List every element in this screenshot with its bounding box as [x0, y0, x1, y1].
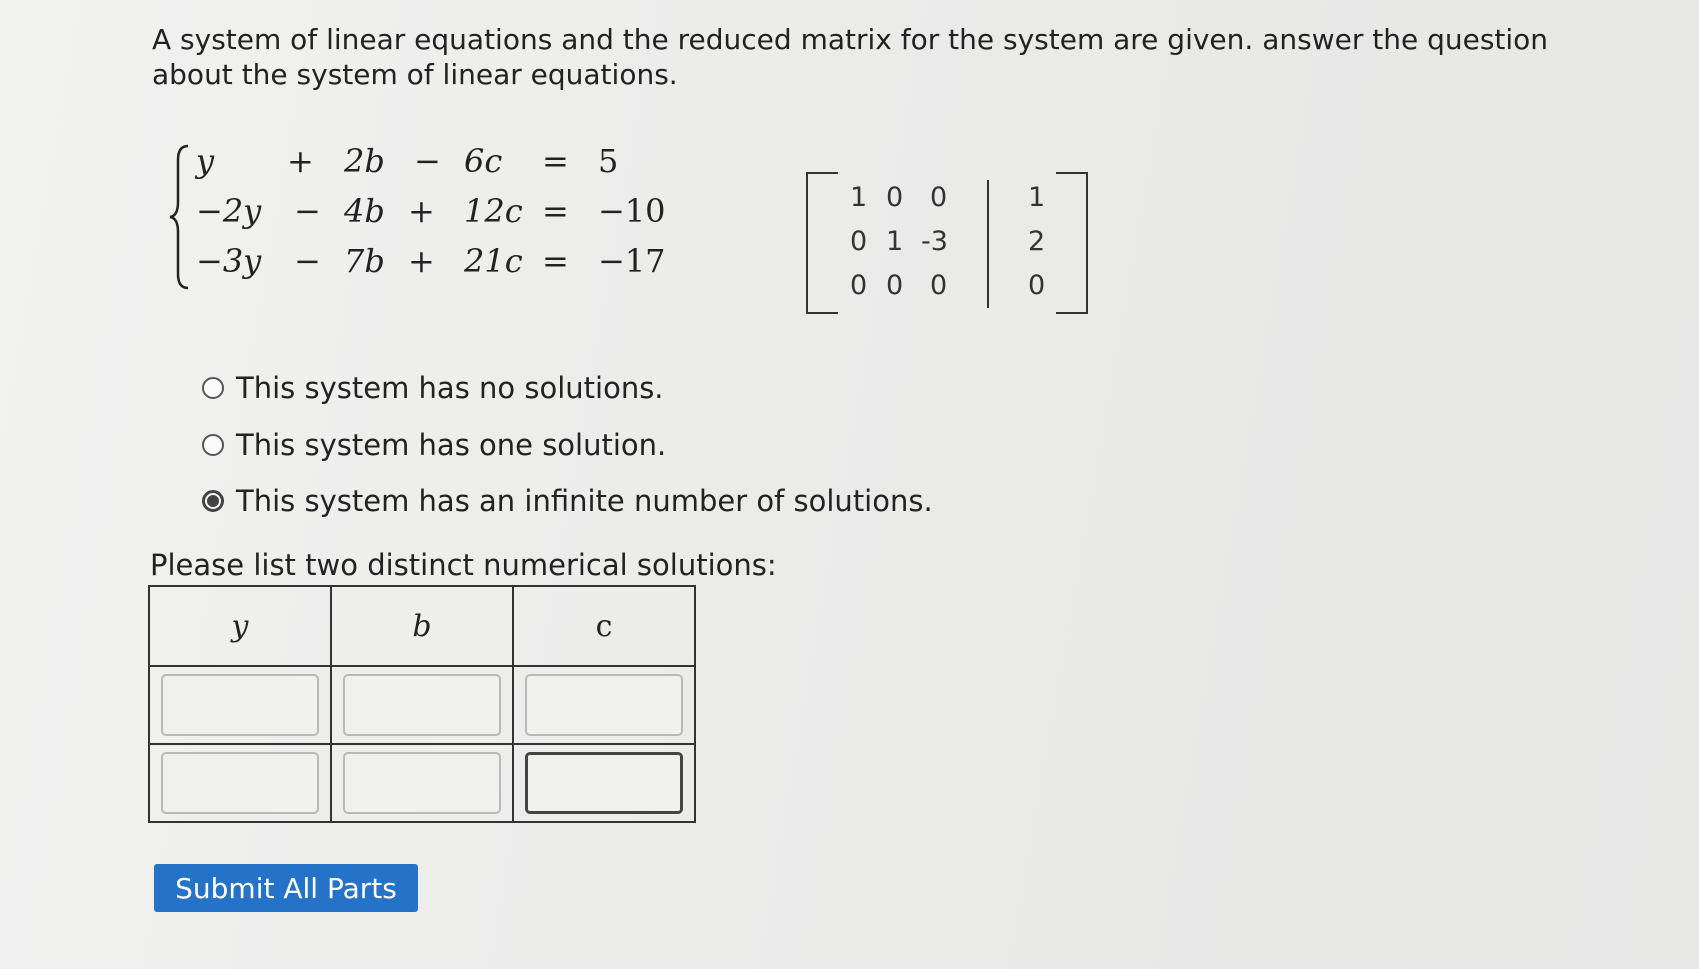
eq1-y: y: [196, 142, 215, 180]
eq3-b: 7b: [344, 242, 385, 280]
table-cell: [331, 744, 513, 822]
submit-all-parts-button[interactable]: Submit All Parts: [154, 864, 418, 912]
solutions-table: [148, 585, 696, 823]
column-header-c: c: [513, 586, 695, 666]
table-cell: [331, 666, 513, 744]
reduced-matrix: [806, 172, 1088, 312]
column-header-b: b: [331, 586, 513, 666]
radio-icon[interactable]: [202, 377, 224, 399]
eq2-equals: =: [542, 192, 569, 230]
eq3-op1: −: [294, 242, 321, 280]
eq2-op1: −: [294, 192, 321, 230]
augmented-divider: [987, 180, 989, 308]
solution1-c-input[interactable]: [525, 674, 683, 736]
question-text: A system of linear equations and the reduced matrix for the system are given. answer the question about the system of linear equations.: [152, 23, 1549, 91]
eq1-rhs: 5: [598, 142, 619, 180]
matrix-right-bracket: [1056, 172, 1088, 314]
option-label: This system has an infinite number of solutions.: [236, 484, 933, 518]
matrix-cell: 2: [1028, 226, 1046, 257]
eq2-b: 4b: [344, 192, 385, 230]
eq2-c: 12c: [464, 192, 523, 230]
option-one-solution[interactable]: [202, 427, 666, 463]
option-label: This system has one solution.: [236, 428, 667, 462]
table-cell: [149, 744, 331, 822]
eq3-y: −3y: [196, 242, 262, 280]
eq3-op2: +: [408, 242, 435, 280]
eq1-c: 6c: [464, 142, 503, 180]
solution1-b-input[interactable]: [343, 674, 501, 736]
matrix-cell: 1: [1028, 182, 1046, 213]
matrix-cell: 0: [850, 226, 868, 257]
solution2-y-input[interactable]: [161, 752, 319, 814]
eq1-op2: −: [414, 142, 441, 180]
table-cell: [513, 744, 695, 822]
option-infinite-solutions[interactable]: [202, 483, 933, 519]
radio-icon[interactable]: [202, 434, 224, 456]
eq3-rhs: −17: [598, 242, 666, 280]
matrix-cell: 1: [850, 182, 868, 213]
matrix-cell: -3: [921, 226, 948, 257]
table-cell: [513, 666, 695, 744]
eq1-b: 2b: [344, 142, 385, 180]
matrix-cell: 0: [1028, 270, 1046, 301]
solution1-y-input[interactable]: [161, 674, 319, 736]
table-row: [149, 666, 695, 744]
option-no-solutions[interactable]: [202, 370, 664, 406]
option-label: This system has no solutions.: [236, 371, 664, 405]
matrix-cell: 0: [930, 270, 948, 301]
matrix-cell: 1: [886, 226, 904, 257]
matrix-left-bracket: [806, 172, 838, 314]
left-brace-icon: [168, 142, 192, 292]
matrix-cell: 0: [886, 182, 904, 213]
column-header-y: y: [149, 586, 331, 666]
solution2-c-input[interactable]: [525, 752, 683, 814]
eq3-equals: =: [542, 242, 569, 280]
solution2-b-input[interactable]: [343, 752, 501, 814]
eq3-c: 21c: [464, 242, 523, 280]
eq2-rhs: −10: [598, 192, 666, 230]
table-cell: [149, 666, 331, 744]
matrix-cell: 0: [850, 270, 868, 301]
table-header-row: [149, 586, 695, 666]
solutions-prompt: Please list two distinct numerical solutions:: [150, 548, 777, 582]
eq1-op1: +: [287, 142, 314, 180]
radio-selected-icon[interactable]: [202, 490, 224, 512]
equation-system: [168, 142, 688, 292]
table-row: [149, 744, 695, 822]
matrix-cell: 0: [930, 182, 948, 213]
matrix-cell: 0: [886, 270, 904, 301]
eq2-op2: +: [408, 192, 435, 230]
eq1-equals: =: [542, 142, 569, 180]
eq2-y: −2y: [196, 192, 262, 230]
